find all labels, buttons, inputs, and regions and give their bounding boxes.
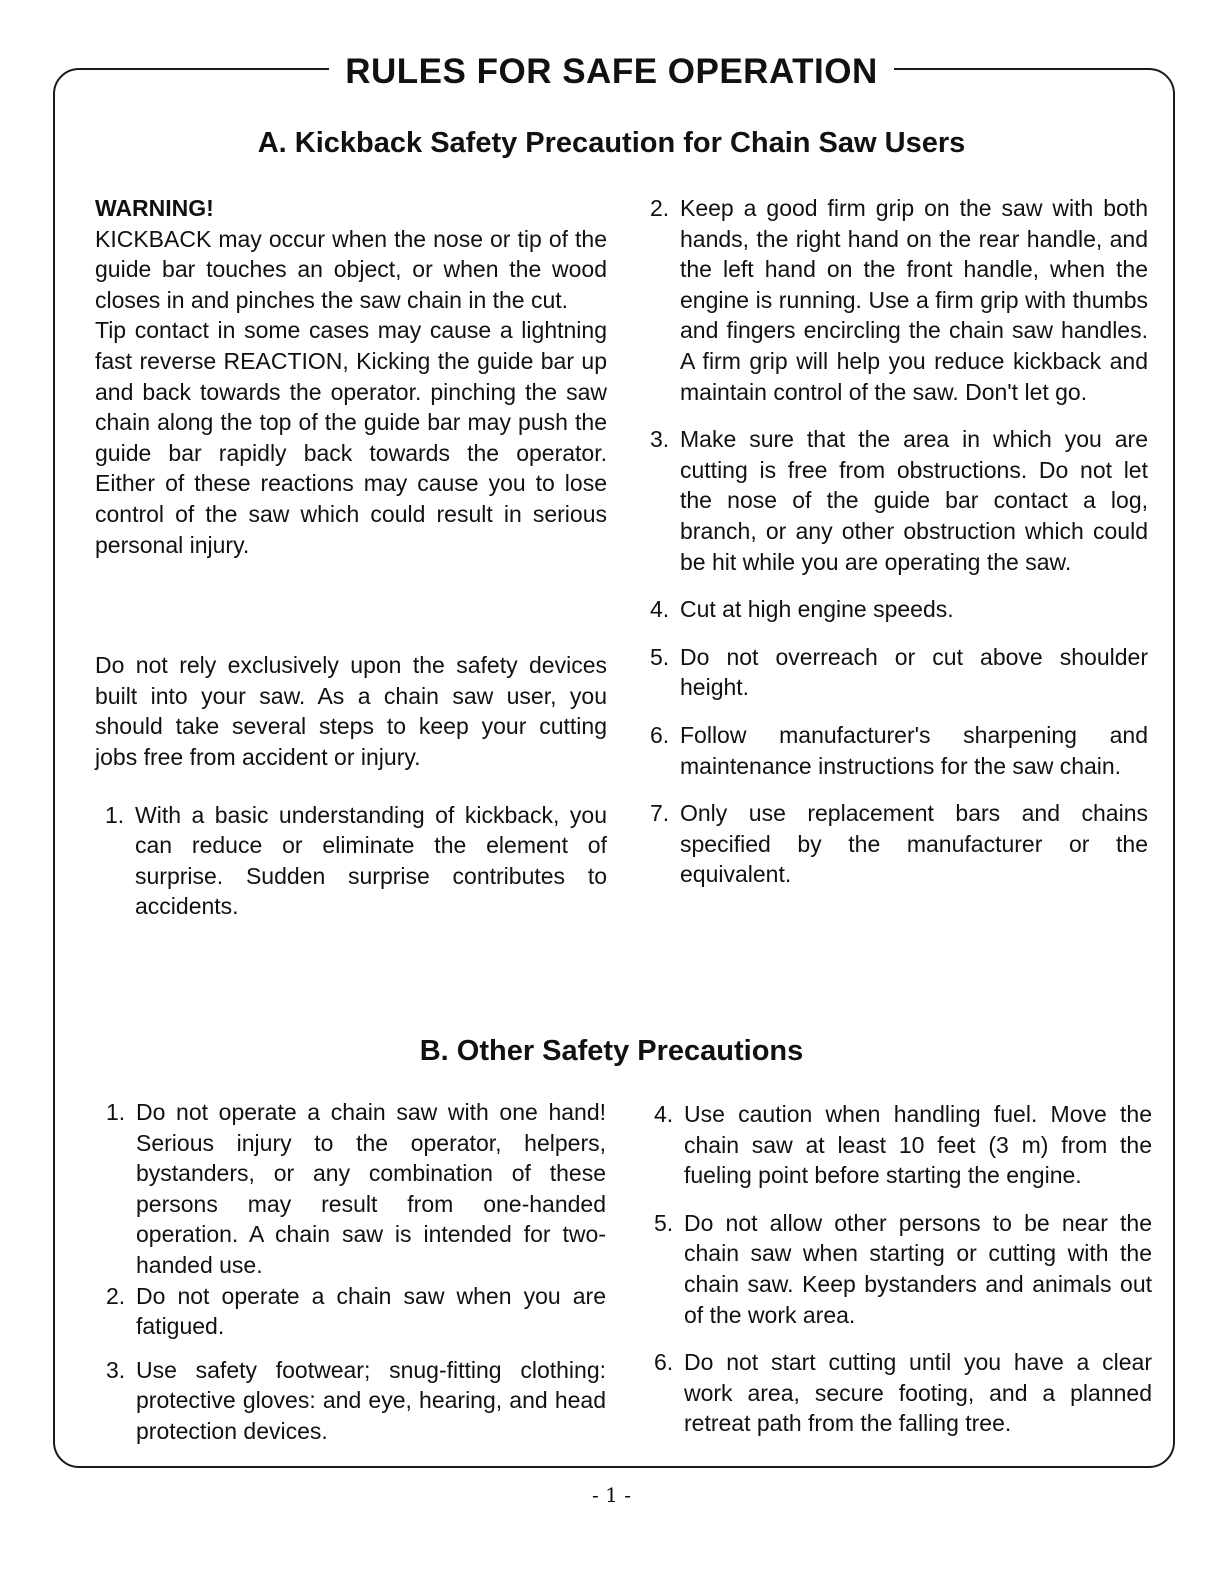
spacer xyxy=(650,577,1148,594)
section-b-right-column xyxy=(654,1099,1152,1439)
spacer xyxy=(650,407,1148,424)
item-number: 7. xyxy=(650,800,670,827)
item-number: 4. xyxy=(650,596,670,623)
section-a-right-column xyxy=(650,193,1148,890)
item-text: With a basic understanding of kickback, you can reduce or eliminate the element of surprise. Sudden surprise contributes to accidents. xyxy=(135,801,607,920)
spacer xyxy=(650,625,1148,642)
item-text: Only use replacement bars and chains specified by the manufacturer or the equivalent. xyxy=(680,800,1148,888)
spacer xyxy=(654,1191,1152,1208)
item-number: 3. xyxy=(650,426,670,453)
item-text: Do not allow other persons to be near the chain saw when starting or cutting with the chain saw. Keep bystanders and animals out of the work area. xyxy=(684,1209,1152,1328)
section-b-heading: B. Other Safety Precautions xyxy=(419,1035,804,1067)
item-text: Do not start cutting until you have a clear work area, secure footing, and a planned retreat path from the falling tree. xyxy=(684,1349,1152,1437)
spacer xyxy=(650,703,1148,720)
list-item xyxy=(106,1281,606,1342)
spacer xyxy=(654,1330,1152,1347)
list-item xyxy=(106,1355,606,1447)
list-item xyxy=(650,424,1148,577)
intro-paragraph: Do not rely exclusively upon the safety devices built into your saw. As a chain saw user, you should take several steps to keep your cutting jobs free from accident or injury. xyxy=(95,652,607,770)
spacer xyxy=(650,781,1148,798)
item-number: 1. xyxy=(106,1099,126,1125)
item-number: 6. xyxy=(654,1349,674,1376)
spacer xyxy=(95,773,607,800)
item-text: Do not operate a chain saw with one hand! Serious injury to the operator, helpers, bystanders, or any combination of these persons may result from one-handed operation. A chain saw is intended for two-handed use. xyxy=(136,1099,606,1278)
item-number: 4. xyxy=(654,1101,674,1127)
item-number: 6. xyxy=(650,721,670,748)
item-text: Do not overreach or cut above shoulder height. xyxy=(680,643,1148,701)
item-text: Do not operate a chain saw when you are fatigued. xyxy=(136,1282,606,1340)
spacer xyxy=(95,560,607,650)
item-text: Make sure that the area in which you are cutting is free from obstructions. Do not let the nose of the guide bar contact a log, branch, or any other obstruction which could be hit while you are operating the saw. xyxy=(680,426,1148,575)
list-item xyxy=(650,798,1148,890)
item-number: 5. xyxy=(650,643,670,670)
page-number: - 1 - xyxy=(592,1483,631,1507)
item-number: 2. xyxy=(106,1282,126,1309)
item-number: 1. xyxy=(105,801,125,828)
list-item xyxy=(654,1208,1152,1330)
list-item xyxy=(650,193,1148,407)
list-item xyxy=(106,1097,606,1281)
section-a-heading: A. Kickback Safety Precaution for Chain Saw Users xyxy=(257,127,966,159)
list-item xyxy=(654,1099,1152,1191)
item-number: 2. xyxy=(650,195,670,221)
item-text: Cut at high engine speeds. xyxy=(680,596,954,623)
list-item xyxy=(650,720,1148,781)
item-text: Follow manufacturer's sharpening and maintenance instructions for the saw chain. xyxy=(680,721,1148,779)
item-text: Keep a good firm grip on the saw with both hands, the right hand on the rear handle, and the left hand on the front handle, when the engine is running. Use a firm grip with thumbs and fingers encircling the chain saw handles. A firm grip will help you reduce kickback and maintain control of the saw. Don't let go. xyxy=(680,195,1148,405)
list-item xyxy=(654,1347,1152,1439)
page-title-text: RULES FOR SAFE OPERATION xyxy=(329,52,894,91)
list-item xyxy=(95,800,607,922)
page-title xyxy=(0,52,1223,92)
spacer xyxy=(106,1342,606,1355)
section-a-left-column xyxy=(95,193,607,922)
warning-paragraph-1: KICKBACK may occur when the nose or tip of the guide bar touches an object, or when the wood closes in and pinches the saw chain in the cut. xyxy=(95,225,607,313)
warning-heading: WARNING! xyxy=(95,195,214,221)
list-item xyxy=(650,594,1148,625)
warning-paragraph-2: Tip contact in some cases may cause a lightning fast reverse REACTION, Kicking the guide bar up and back towards the operator. pinching the saw chain along the top of the guide bar may push the guide bar rapidly back towards the operator. Either of these reactions may cause you to lose control of the saw which could result in serious personal injury. xyxy=(95,317,607,558)
item-text: Use caution when handling fuel. Move the chain saw at least 10 feet (3 m) from the fueling point before starting the engine. xyxy=(684,1101,1152,1189)
section-b-left-column xyxy=(106,1097,606,1447)
item-number: 5. xyxy=(654,1209,674,1236)
list-item xyxy=(650,642,1148,703)
item-number: 3. xyxy=(106,1356,126,1383)
item-text: Use safety footwear; snug-fitting clothing: protective gloves: and eye, hearing, and head protection devices. xyxy=(136,1356,606,1444)
